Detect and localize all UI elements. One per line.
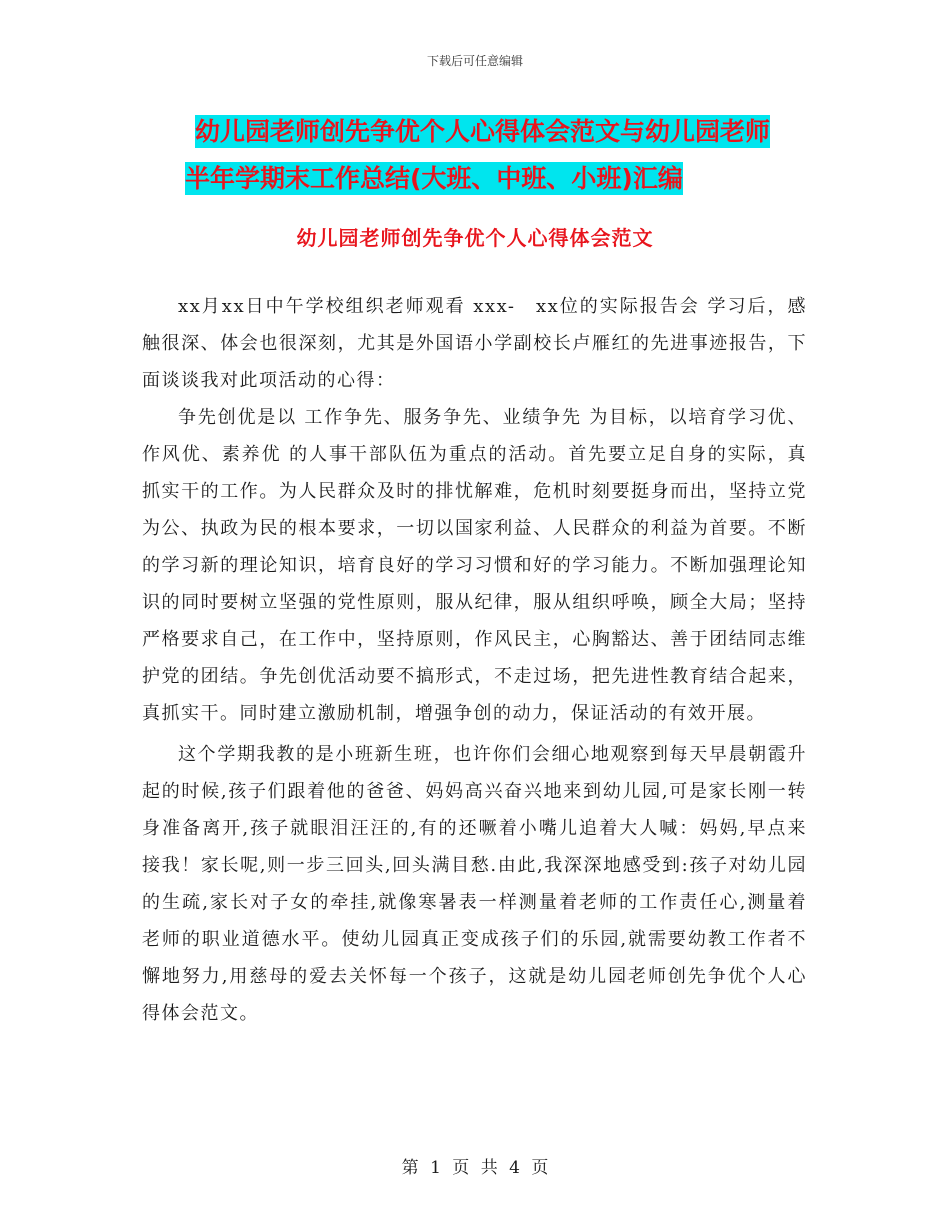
- section-heading: 幼儿园老师创先争优个人心得体会范文: [296, 226, 654, 250]
- title-line-2: [185, 155, 825, 202]
- page-number: 第 1 页 共 4 页: [401, 1158, 549, 1178]
- header-note: 下载后可任意编辑: [426, 54, 523, 68]
- body-text: [142, 288, 807, 1032]
- title-line-1-text: 幼儿园老师创先争优个人心得体会范文与幼儿园老师: [195, 117, 771, 146]
- paragraph: 这个学期我教的是小班新生班，也许你们会细心地观察到每天早晨朝霞升起的时候,孩子们跟着他的爸爸、妈妈高兴奋兴地来到幼儿园,可是家长刚一转身准备离开,孩子就眼泪汪汪的,有的还噘着小嘴儿追着大人喊：妈妈,早点来接我！家长呢,则一步三回头,回头满目愁.由此,我深深地感受到:孩子对幼儿园的生疏,家长对子女的牵挂,就像寒暑表一样测量着老师的工作责任心,测量着老师的职业道德水平。使幼儿园真正变成孩子们的乐园,就需要幼教工作者不懈地努力,用慈母的爱去关怀每一个孩子，这就是幼儿园老师创先争优个人心得体会范文。: [142, 744, 807, 1024]
- paragraph: xx月xx日中午学校组织老师观看 xxx- xx位的实际报告会 学习后，感触很深、体会也很深刻，尤其是外国语小学副校长卢雁红的先进事迹报告，下面谈谈我对此项活动的心得：: [142, 296, 807, 391]
- paragraph: 争先创优是以 工作争先、服务争先、业绩争先 为目标，以培育学习优、作风优、素养优 的人事干部队伍为重点的活动。首先要立足自身的实际，真抓实干的工作。为人民群众及时的排忧解难，危机时刻要挺身而出，坚持立党为公、执政为民的根本要求，一切以国家利益、人民群众的利益为首要。不断的学习新的理论知识，培育良好的学习习惯和好的学习能力。不断加强理论知识的同时要树立坚强的党性原则，服从纪律，服从组织呼唤，顾全大局；坚持严格要求自己，在工作中，坚持原则，作风民主，心胸豁达、善于团结同志维护党的团结。争先创优活动要不搞形式，不走过场，把先进性教育结合起来，真抓实干。同时建立激励机制，增强争创的动力，保证活动的有效开展。: [142, 407, 807, 724]
- document-title: [185, 108, 825, 202]
- title-line-2-text: 半年学期末工作总结(大班、中班、小班)汇编: [185, 164, 683, 193]
- title-line-1: [185, 108, 825, 155]
